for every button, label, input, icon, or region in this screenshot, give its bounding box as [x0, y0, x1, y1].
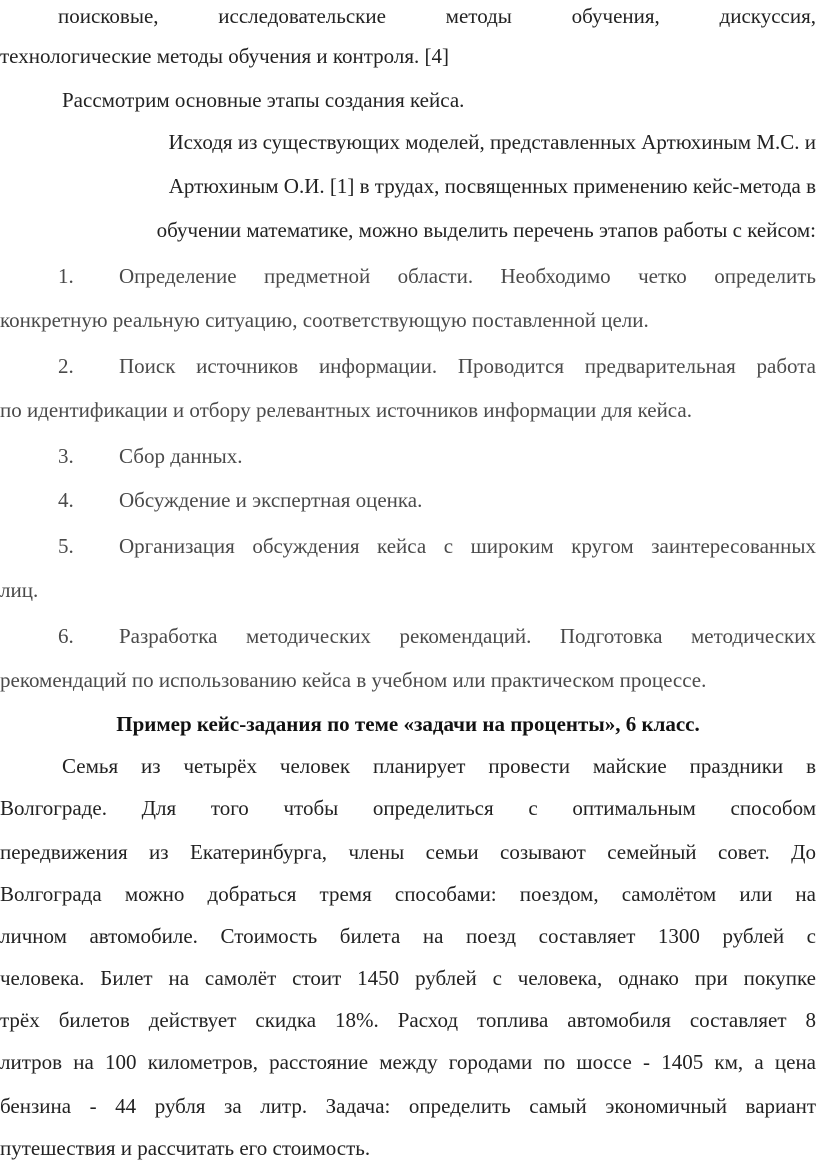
stage-number: 5.: [58, 534, 74, 558]
models-line-3: обучении математике, можно выделить перечень этапов работы с кейсом:: [156, 218, 816, 242]
intro-line-2: технологические методы обучения и контроля. [4]: [0, 44, 449, 68]
stage-item-2-cont: [0, 390, 816, 430]
stage-item-1: [0, 256, 816, 296]
intro-line-1: поисковые, исследовательские методы обучения, дискуссия,: [58, 4, 816, 28]
stage-item-1-cont: [0, 300, 816, 340]
example-line-8: литров на 100 километров, расстояние между городами по шоссе - 1405 км, а цена: [0, 1050, 816, 1074]
example-line-1: Семья из четырёх человек планирует провести майские праздники в: [62, 754, 816, 778]
example-line-4: Волгограда можно добраться тремя способами: поездом, самолётом или на: [0, 882, 816, 906]
example-line-7: трёх билетов действует скидка 18%. Расход топлива автомобиля составляет 8: [0, 1008, 816, 1032]
stage-text: Организация обсуждения кейса с широким кругом заинтересованных: [119, 534, 816, 558]
stage-text: Определение предметной области. Необходимо четко определить: [119, 264, 816, 288]
models-line-2: Артюхиным О.И. [1] в трудах, посвященных применению кейс-метода в: [168, 174, 816, 198]
stage-text: Сбор данных.: [119, 444, 243, 468]
stage-item-2: [0, 346, 816, 386]
example-line-2: Волгограде. Для того чтобы определиться с оптимальным способом: [0, 796, 816, 820]
stage-number: 1.: [58, 264, 74, 288]
stage-text: Обсуждение и экспертная оценка.: [119, 488, 423, 512]
stage-item-5-cont: [0, 570, 816, 610]
stage-item-6-cont: [0, 660, 816, 700]
stage-item-5: [0, 526, 816, 566]
stage-number: 2.: [58, 354, 74, 378]
stage-text-cont: лиц.: [0, 578, 39, 602]
models-line-1: Исходя из существующих моделей, представленных Артюхиным М.С. и: [168, 130, 816, 154]
example-line-9: бензина - 44 рубля за литр. Задача: определить самый экономичный вариант: [0, 1094, 816, 1118]
example-line-5: личном автомобиле. Стоимость билета на поезд составляет 1300 рублей с: [0, 924, 816, 948]
example-heading: Пример кейс-задания по теме «задачи на проценты», 6 класс.: [116, 712, 700, 736]
example-line-10: путешествия и рассчитать его стоимость.: [0, 1136, 371, 1160]
stage-text: Поиск источников информации. Проводится предварительная работа: [119, 354, 816, 378]
stage-text-cont: рекомендаций по использованию кейса в учебном или практическом процессе.: [0, 668, 707, 692]
stage-text-cont: по идентификации и отбору релевантных источников информации для кейса.: [0, 398, 692, 422]
stage-item-4: [0, 480, 816, 520]
stage-item-3: [0, 436, 816, 476]
stage-number: 6.: [58, 624, 74, 648]
stage-text: Разработка методических рекомендаций. Подготовка методических: [119, 624, 816, 648]
example-line-6: человека. Билет на самолёт стоит 1450 рублей с человека, однако при покупке: [0, 966, 816, 990]
stage-number: 4.: [58, 488, 74, 512]
example-line-3: передвижения из Екатеринбурга, члены семьи созывают семейный совет. До: [0, 840, 816, 864]
stage-item-6: [0, 616, 816, 656]
stage-text-cont: конкретную реальную ситуацию, соответствующую поставленной цели.: [0, 308, 649, 332]
stage-number: 3.: [58, 444, 74, 468]
stages-intro: Рассмотрим основные этапы создания кейса.: [62, 88, 465, 112]
